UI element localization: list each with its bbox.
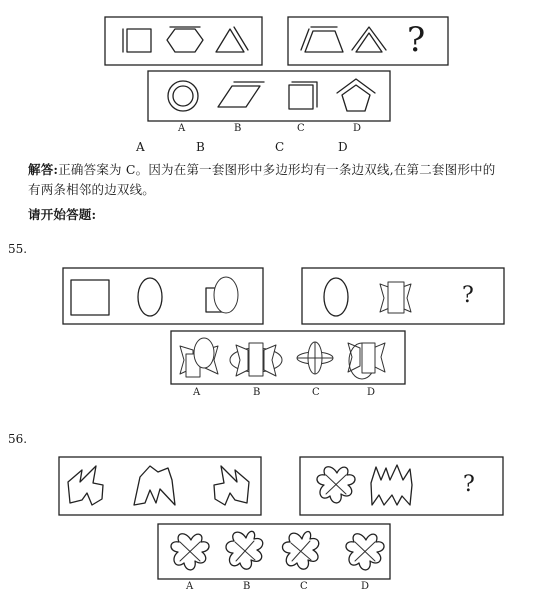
q56-option-b-figure <box>226 531 263 569</box>
example-label-d-outer: D <box>338 140 348 154</box>
example-label-a: A <box>178 123 186 134</box>
q56-option-c[interactable]: C <box>300 581 308 592</box>
q56-set-1 <box>59 457 261 515</box>
solution-label: 解答: <box>28 162 59 177</box>
ellipse-icon-2 <box>324 278 348 316</box>
example-label-d: D <box>353 123 362 134</box>
example-label-c: C <box>297 123 305 134</box>
q55-option-a[interactable]: A <box>193 387 201 398</box>
fork-shape-icon <box>134 466 175 505</box>
example-set-1 <box>105 17 262 65</box>
example-label-b: B <box>234 123 242 134</box>
zigzag-shape-icon <box>371 465 412 505</box>
bowtie-rectangle-icon <box>380 282 411 313</box>
example-label-c-outer: C <box>275 140 285 154</box>
q56-option-a[interactable]: A <box>186 581 194 592</box>
q56-options-frame <box>158 524 390 579</box>
example-question-mark: ? <box>407 20 426 60</box>
q55-option-c-figure <box>297 342 333 374</box>
q56-question-mark: ? <box>463 472 475 497</box>
q55-options <box>171 331 405 384</box>
square-icon <box>71 280 109 315</box>
double-edge-pentagon-icon <box>337 79 375 111</box>
q55-option-d-figure <box>348 343 385 379</box>
q56-option-d[interactable]: D <box>361 581 370 592</box>
q56-option-a-figure <box>171 534 209 570</box>
double-edge-triangle-icon <box>216 27 248 52</box>
q56-set-1-frame <box>59 457 261 515</box>
q55-number: 55. <box>8 242 28 256</box>
solution-text-line1: 正确答案为 C。因为在第一套图形中多边形均有一条边双线,在第二套图形中的 <box>58 162 496 177</box>
square-ellipse-overlap-icon <box>206 277 238 313</box>
claw-shape-mirrored-icon <box>214 466 249 505</box>
q55-option-d[interactable]: D <box>367 387 376 398</box>
example-label-b-outer: B <box>196 140 205 154</box>
ellipse-icon <box>138 278 162 316</box>
q55-option-c[interactable]: C <box>312 387 320 398</box>
q55-option-a-figure <box>180 338 218 377</box>
example-label-a-outer: A <box>136 140 145 154</box>
claw-shape-icon <box>68 466 103 505</box>
concentric-circle-icon <box>168 81 198 111</box>
q56-option-d-figure <box>346 534 384 570</box>
q55-option-b-figure <box>230 343 282 376</box>
example-options-frame <box>148 71 390 121</box>
solution-text-line2: 有两条相邻的边双线。 <box>28 182 156 197</box>
double-edge-square-icon <box>123 29 151 52</box>
q56-option-c-figure <box>283 531 319 569</box>
solution-paragraph <box>28 160 543 200</box>
example-options <box>148 71 390 121</box>
q55-set-1 <box>63 268 263 324</box>
double-edge-trapezoid-icon <box>301 27 343 52</box>
q56-options <box>158 524 390 579</box>
q55-question-mark: ? <box>462 283 474 308</box>
double-edge-hexagon-icon <box>167 29 203 52</box>
q56-number: 56. <box>8 432 28 446</box>
q55-option-b[interactable]: B <box>253 387 261 398</box>
double-edge-triangle-small-icon <box>352 27 386 52</box>
example-set-1-frame <box>105 17 262 65</box>
double-edge-parallelogram-icon <box>218 82 264 107</box>
q56-option-b[interactable]: B <box>243 581 251 592</box>
double-edge-square-option-icon <box>289 82 317 109</box>
start-prompt: 请开始答题: <box>28 207 97 222</box>
